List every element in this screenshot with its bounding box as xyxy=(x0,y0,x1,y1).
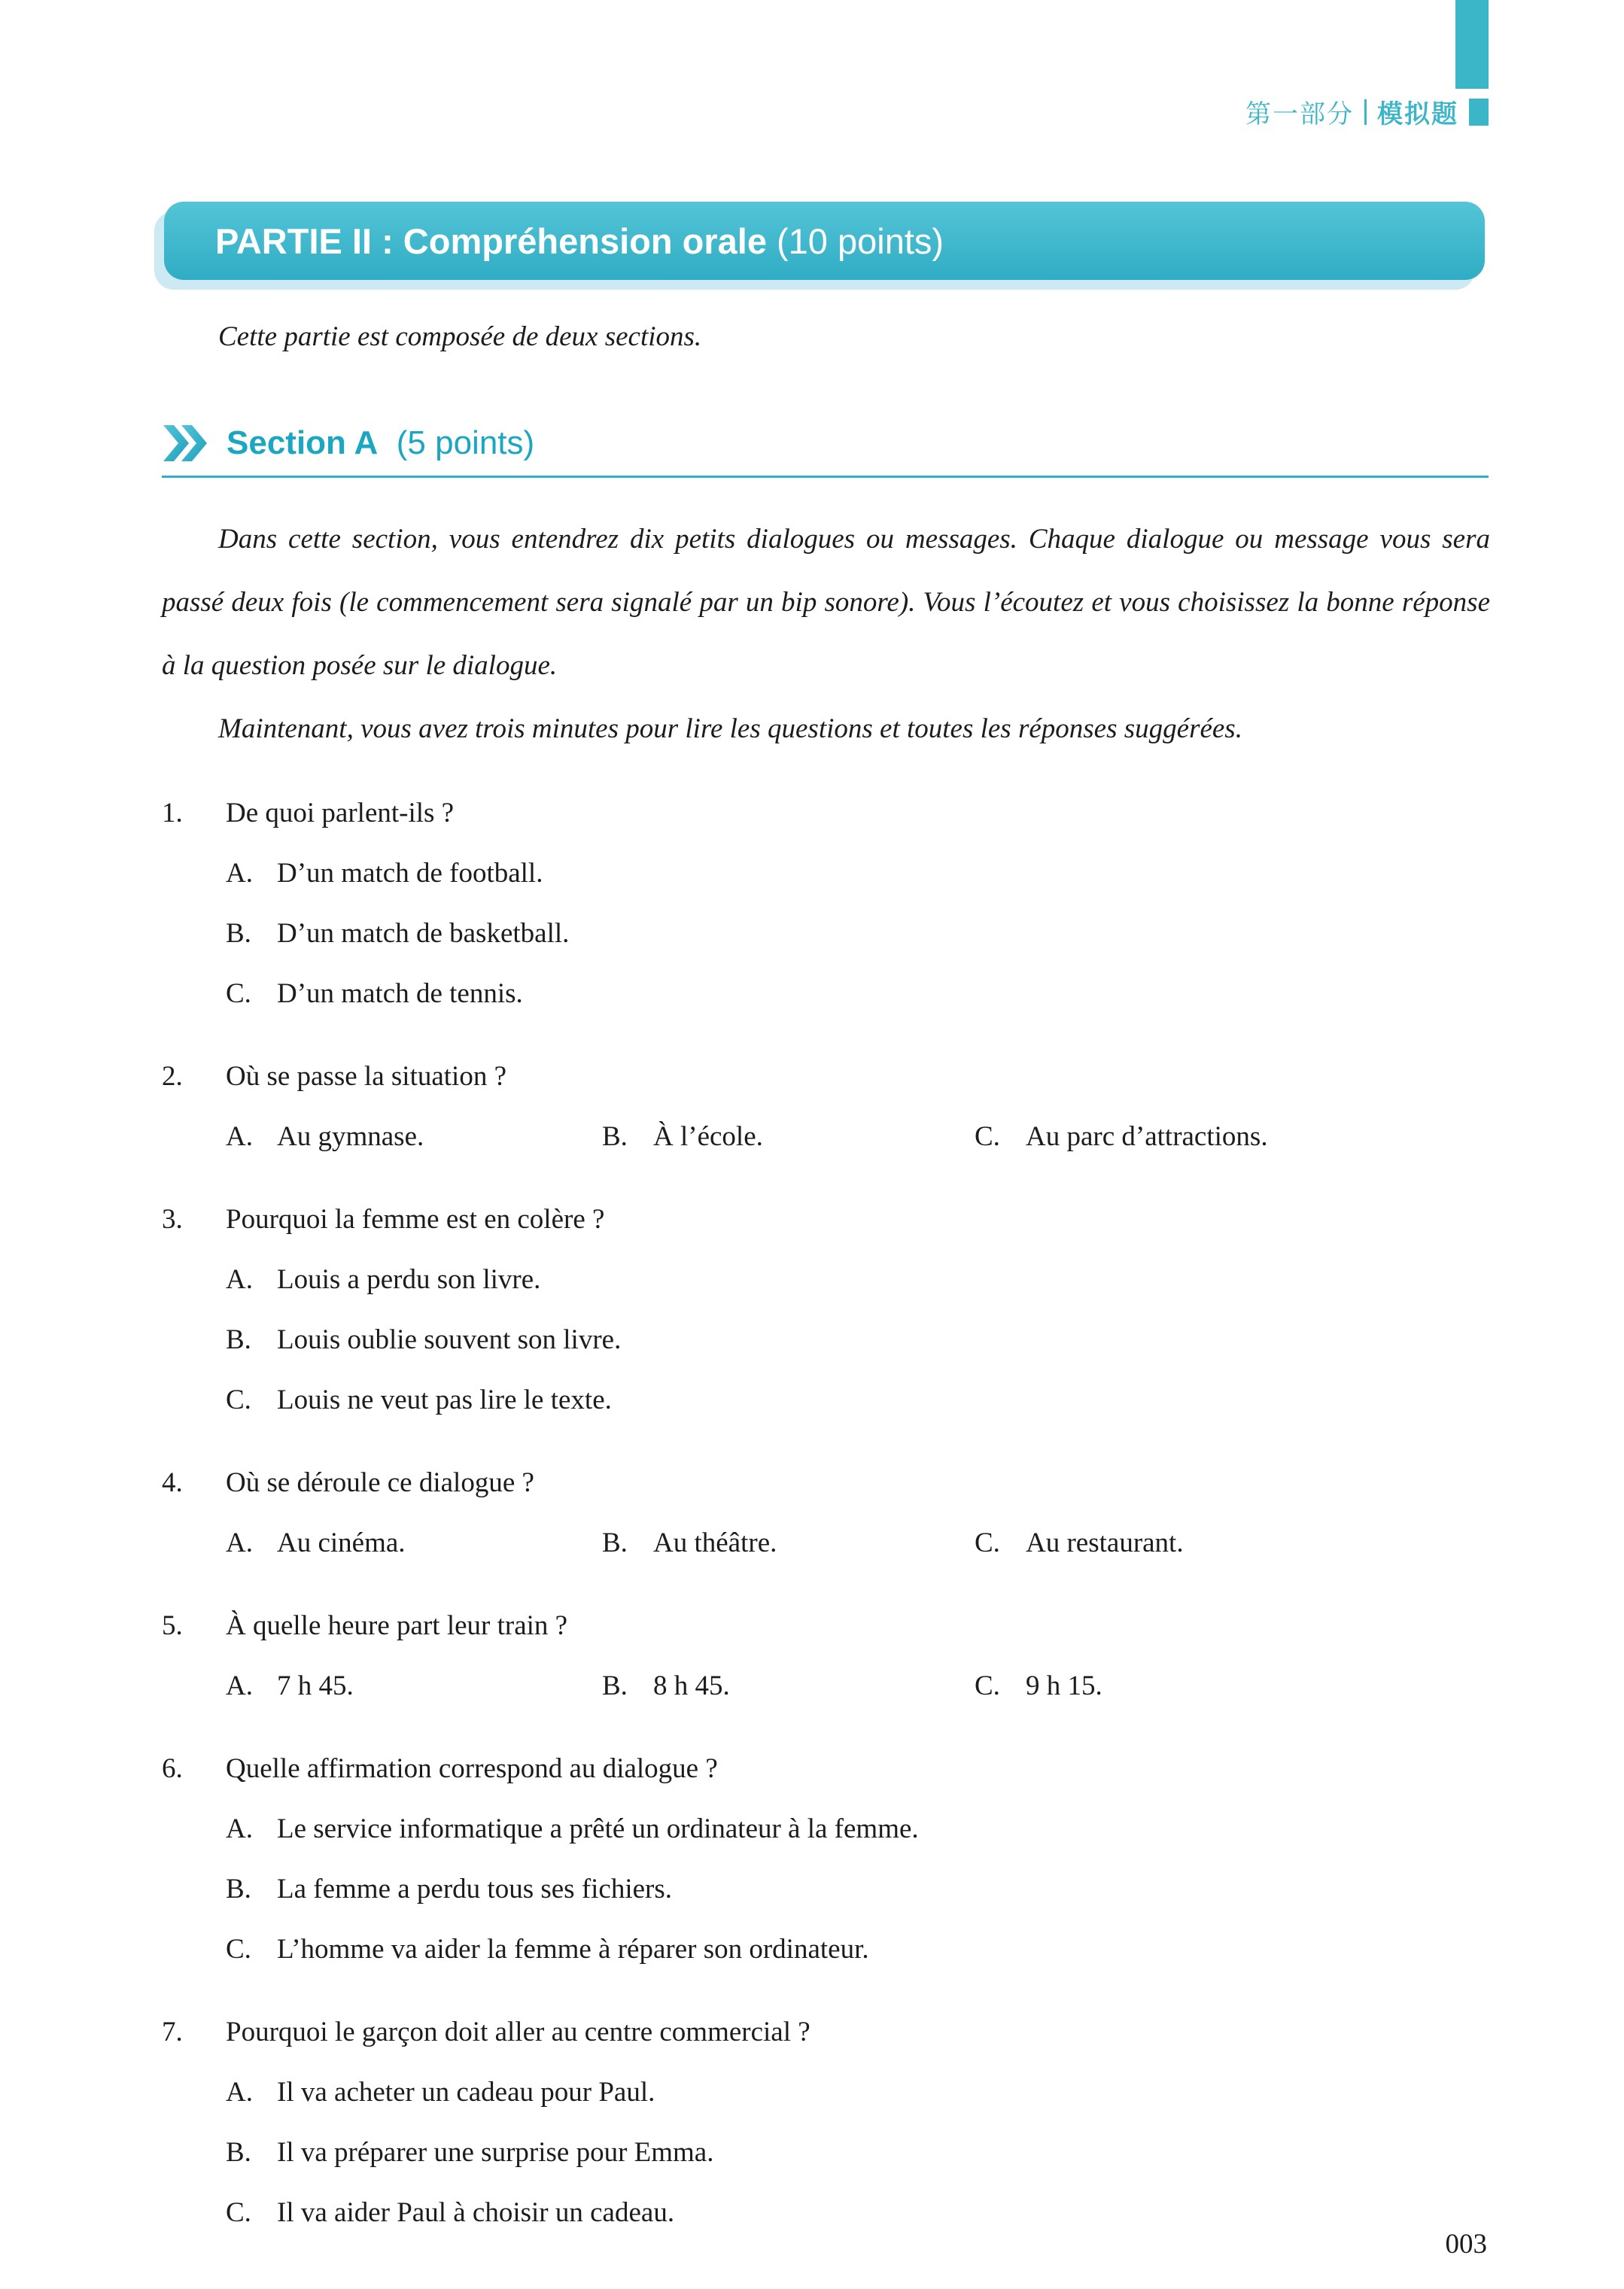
question-line xyxy=(162,783,1490,844)
question-line xyxy=(162,2002,1490,2063)
option-label: B. xyxy=(226,1324,251,1355)
question-3 xyxy=(162,1190,1490,1430)
option-label: A. xyxy=(226,1813,253,1844)
option-text: Louis a perdu son livre. xyxy=(277,1264,541,1295)
option-text: Au restaurant. xyxy=(1026,1528,1184,1558)
option-text: Au cinéma. xyxy=(277,1528,406,1558)
options xyxy=(226,844,1490,1024)
option-text: D’un match de tennis. xyxy=(277,978,523,1009)
question-number: 2. xyxy=(162,1061,183,1092)
question-1 xyxy=(162,783,1490,1024)
option-a xyxy=(226,1513,602,1573)
option-b xyxy=(602,1107,975,1167)
question-7 xyxy=(162,2002,1490,2243)
option-b xyxy=(226,904,1490,964)
option-label: B. xyxy=(226,918,251,949)
question-text: Quelle affirmation correspond au dialogue ? xyxy=(226,1753,718,1784)
running-header xyxy=(1245,93,1489,130)
option-text: 8 h 45. xyxy=(653,1670,730,1701)
option-a xyxy=(226,1107,602,1167)
option-label: A. xyxy=(226,858,253,889)
question-list xyxy=(162,783,1490,2243)
section-a-title-points: (5 points) xyxy=(387,424,535,461)
question-line xyxy=(162,1739,1490,1799)
option-c xyxy=(975,1513,1490,1573)
option-b xyxy=(602,1656,975,1716)
double-chevron-icon xyxy=(162,425,208,461)
question-text: Pourquoi le garçon doit aller au centre commercial ? xyxy=(226,2017,810,2047)
options xyxy=(226,1250,1490,1430)
option-label: C. xyxy=(226,978,251,1009)
options xyxy=(226,1107,1490,1167)
option-b xyxy=(602,1513,975,1573)
option-text: Le service informatique a prêté un ordinateur à la femme. xyxy=(277,1813,919,1844)
option-text: 9 h 15. xyxy=(1026,1670,1102,1701)
question-number: 7. xyxy=(162,2017,183,2047)
question-text: Pourquoi la femme est en colère ? xyxy=(226,1204,605,1235)
option-b xyxy=(226,2123,1490,2183)
part-intro-text: Cette partie est composée de deux sections. xyxy=(218,321,702,352)
question-2 xyxy=(162,1047,1490,1167)
option-text: Il va préparer une surprise pour Emma. xyxy=(277,2137,714,2168)
option-label: C. xyxy=(226,2197,251,2228)
question-number: 1. xyxy=(162,798,183,828)
option-label: C. xyxy=(226,1385,251,1415)
option-c xyxy=(975,1656,1490,1716)
option-c xyxy=(226,2183,1490,2243)
question-line xyxy=(162,1190,1490,1250)
option-b xyxy=(226,1310,1490,1370)
option-a xyxy=(226,2063,1490,2123)
running-header-square-decoration xyxy=(1469,99,1489,126)
option-label: B. xyxy=(602,1121,628,1152)
option-b xyxy=(226,1859,1490,1920)
option-text: 7 h 45. xyxy=(277,1670,354,1701)
options xyxy=(226,1656,1490,1716)
option-text: Au gymnase. xyxy=(277,1121,424,1152)
option-label: B. xyxy=(602,1528,628,1558)
option-text: D’un match de football. xyxy=(277,858,543,889)
question-number: 5. xyxy=(162,1610,183,1641)
option-text: L’homme va aider la femme à réparer son ordinateur. xyxy=(277,1934,869,1965)
question-5 xyxy=(162,1596,1490,1716)
option-label: A. xyxy=(226,1670,253,1701)
instruction-paragraph: Dans cette section, vous entendrez dix petits dialogues ou messages. Chaque dialogue ou message vous sera passé deux fois (le commencement sera signalé par un bip sonore). Vous l’écoutez et vous choisissez la bonne réponse à la question posée sur le dialogue. xyxy=(162,524,1490,681)
running-header-section: 模拟题 xyxy=(1377,100,1458,129)
option-label: B. xyxy=(226,2137,251,2168)
option-a xyxy=(226,1656,602,1716)
option-label: A. xyxy=(226,1121,253,1152)
option-c xyxy=(226,964,1490,1024)
part-title: PARTIE II : Compréhension orale xyxy=(215,220,767,261)
options xyxy=(226,1799,1490,1980)
question-text: Où se passe la situation ? xyxy=(226,1061,506,1092)
option-label: C. xyxy=(226,1934,251,1965)
question-text: À quelle heure part leur train ? xyxy=(226,1610,568,1641)
option-text: Louis ne veut pas lire le texte. xyxy=(277,1385,612,1415)
question-number: 4. xyxy=(162,1467,183,1498)
option-label: A. xyxy=(226,1264,253,1295)
option-label: B. xyxy=(602,1670,628,1701)
option-label: C. xyxy=(975,1528,1000,1558)
option-c xyxy=(975,1107,1490,1167)
option-label: A. xyxy=(226,1528,253,1558)
section-instructions xyxy=(162,508,1490,761)
page-number: 003 xyxy=(1445,2229,1487,2260)
question-line xyxy=(162,1453,1490,1513)
option-label: A. xyxy=(226,2077,253,2108)
option-text: Au parc d’attractions. xyxy=(1026,1121,1268,1152)
question-text: Où se déroule ce dialogue ? xyxy=(226,1467,534,1498)
options xyxy=(226,2063,1490,2243)
part-title-points: (10 points) xyxy=(766,220,944,261)
section-a-header xyxy=(162,424,1489,478)
question-number: 6. xyxy=(162,1753,183,1784)
question-line xyxy=(162,1047,1490,1107)
question-4 xyxy=(162,1453,1490,1573)
running-header-part: 第一部分 xyxy=(1245,100,1354,129)
option-a xyxy=(226,1799,1490,1859)
part-title-banner xyxy=(164,202,1485,280)
question-line xyxy=(162,1596,1490,1656)
option-text: La femme a perdu tous ses fichiers. xyxy=(277,1874,673,1904)
option-text: D’un match de basketball. xyxy=(277,918,570,949)
section-a-title-name: Section A xyxy=(227,424,379,461)
option-c xyxy=(226,1370,1490,1430)
option-label: C. xyxy=(975,1670,1000,1701)
instruction-paragraph: Maintenant, vous avez trois minutes pour lire les questions et toutes les réponses suggérées. xyxy=(218,713,1242,744)
option-text: À l’école. xyxy=(653,1121,763,1152)
question-text: De quoi parlent-ils ? xyxy=(226,798,455,828)
options xyxy=(226,1513,1490,1573)
corner-bar-decoration xyxy=(1455,0,1489,89)
option-c xyxy=(226,1920,1490,1980)
option-text: Il va acheter un cadeau pour Paul. xyxy=(277,2077,655,2108)
option-label: C. xyxy=(975,1121,1000,1152)
option-text: Il va aider Paul à choisir un cadeau. xyxy=(277,2197,675,2228)
option-label: B. xyxy=(226,1874,251,1904)
section-a-title xyxy=(227,424,534,462)
option-text: Au théâtre. xyxy=(653,1528,777,1558)
option-a xyxy=(226,844,1490,904)
option-a xyxy=(226,1250,1490,1310)
question-number: 3. xyxy=(162,1204,183,1235)
running-header-separator xyxy=(1364,99,1367,125)
option-text: Louis oublie souvent son livre. xyxy=(277,1324,622,1355)
question-6 xyxy=(162,1739,1490,1980)
